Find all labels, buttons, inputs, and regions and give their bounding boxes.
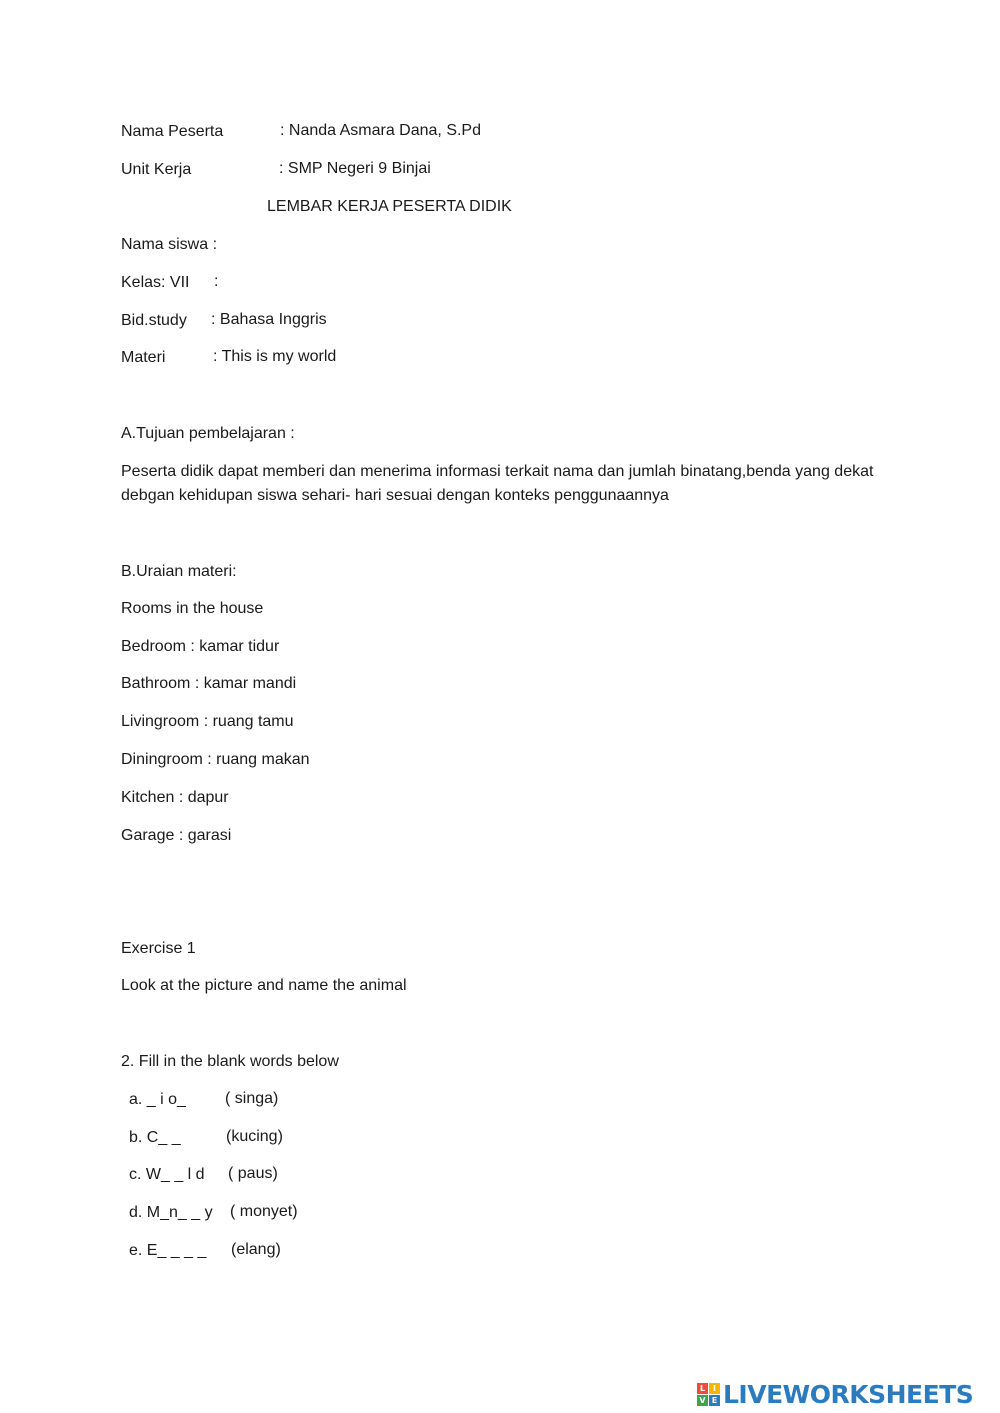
logo-mark-letter: L <box>697 1383 708 1394</box>
exercise2-heading: 2. Fill in the blank words below <box>121 1053 339 1070</box>
exercise1-heading: Exercise 1 <box>121 940 196 957</box>
blank-word: d. M_n_ _ y <box>129 1204 213 1221</box>
work-unit-value: : SMP Negeri 9 Binjai <box>279 160 431 177</box>
rooms-subheading: Rooms in the house <box>121 600 264 617</box>
room-item: Bedroom : kamar tidur <box>121 638 280 655</box>
objective-heading: A.Tujuan pembelajaran : <box>121 425 295 442</box>
blank-word: b. C_ _ <box>129 1129 181 1146</box>
class-value: : <box>214 273 219 290</box>
room-item: Garage : garasi <box>121 827 232 844</box>
participant-name-value: : Nanda Asmara Dana, S.Pd <box>280 122 481 139</box>
logo-mark-letter: V <box>697 1395 708 1406</box>
exercise1-instruction: Look at the picture and name the animal <box>121 977 407 994</box>
class-label: Kelas: VII <box>121 274 190 291</box>
blank-word: c. W_ _ l d <box>129 1166 205 1183</box>
room-item: Livingroom : ruang tamu <box>121 713 294 730</box>
logo-mark-letter: I <box>709 1383 720 1394</box>
word-hint: ( monyet) <box>230 1203 298 1220</box>
word-hint: ( paus) <box>228 1165 278 1182</box>
word-hint: (kucing) <box>226 1128 283 1145</box>
room-item: Kitchen : dapur <box>121 789 229 806</box>
blank-word: a. _ i o_ <box>129 1091 186 1108</box>
participant-name-label: Nama Peserta <box>121 123 224 140</box>
student-name-label: Nama siswa : <box>121 236 218 253</box>
word-hint: (elang) <box>231 1241 281 1258</box>
objective-text: Peserta didik dapat memberi dan menerima informasi terkait nama dan jumlah binatang,benda yang dekat debgan kehidupan siswa sehari- hari sesuai dengan konteks penggunaannya <box>121 463 874 504</box>
word-hint: ( singa) <box>225 1090 279 1107</box>
liveworksheets-logo <box>697 1378 973 1410</box>
liveworksheets-logo-text: LIVEWORKSHEETS <box>723 1379 974 1409</box>
liveworksheets-logo-icon <box>697 1383 720 1406</box>
logo-mark-letter: E <box>709 1395 720 1406</box>
room-item: Diningroom : ruang makan <box>121 751 310 768</box>
material-label: Materi <box>121 349 166 366</box>
subject-value: : Bahasa Inggris <box>211 311 327 328</box>
subject-label: Bid.study <box>121 312 187 329</box>
material-value: : This is my world <box>213 348 337 365</box>
blank-word: e. E_ _ _ _ <box>129 1242 207 1259</box>
room-item: Bathroom : kamar mandi <box>121 675 297 692</box>
work-unit-label: Unit Kerja <box>121 161 192 178</box>
page-title: LEMBAR KERJA PESERTA DIDIK <box>267 198 512 215</box>
material-description-heading: B.Uraian materi: <box>121 563 237 580</box>
